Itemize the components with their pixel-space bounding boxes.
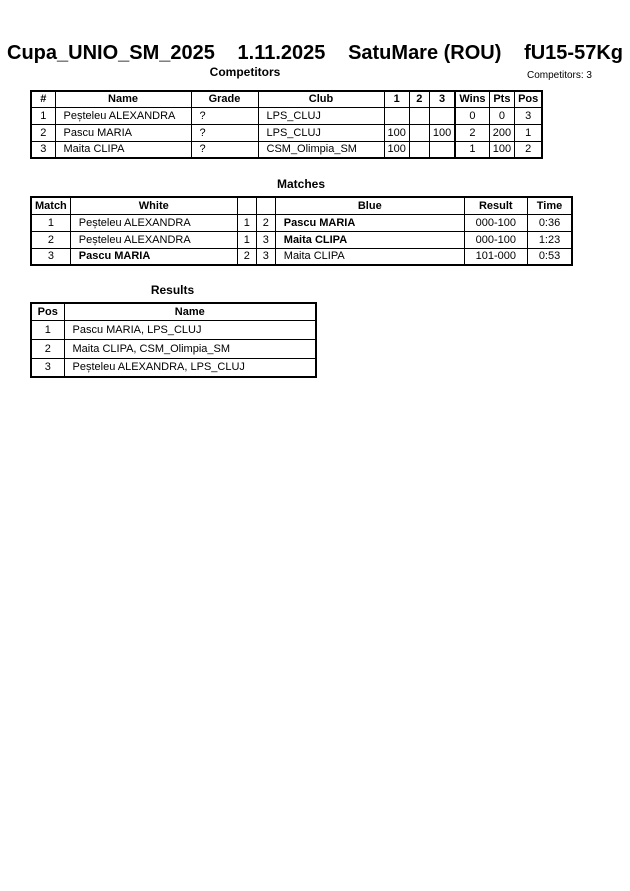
competitors-count-label: Competitors: 3: [526, 70, 592, 81]
competitor-club: CSM_Olimpia_SM: [258, 141, 384, 158]
competitor-wins: 2: [455, 124, 489, 141]
result-pos: 3: [31, 358, 64, 377]
match-white-num: 2: [237, 248, 256, 265]
competitor-num: 1: [31, 107, 55, 124]
result-row: [31, 339, 316, 358]
crosstable-cell-2: [409, 107, 429, 124]
match-white-name: [70, 214, 237, 231]
results-heading: Results: [150, 283, 195, 297]
competitors-col-pos: Pos: [515, 91, 543, 107]
competitor-club: LPS_CLUJ: [258, 124, 384, 141]
results-header-row: [31, 303, 316, 320]
competitor-num: 2: [31, 124, 55, 141]
competitors-col-pts: Pts: [489, 91, 514, 107]
competitor-pts: 100: [489, 141, 514, 158]
competitor-pos: 3: [515, 107, 543, 124]
title-location: SatuMare (ROU): [348, 42, 502, 64]
title-category: fU15-57Kg: [524, 42, 623, 64]
matches-col-blue: Blue: [275, 197, 464, 214]
competitor-club: LPS_CLUJ: [258, 107, 384, 124]
crosstable-cell-2: [409, 124, 429, 141]
competitor-wins: 1: [455, 141, 489, 158]
crosstable-cell-3: [429, 107, 455, 124]
result-name: Pascu MARIA, LPS_CLUJ: [64, 320, 316, 339]
blue-name-text: Maita CLIPA: [283, 250, 345, 263]
matches-table: [30, 196, 573, 266]
result-name: Peșteleu ALEXANDRA, LPS_CLUJ: [64, 358, 316, 377]
white-name-text: Peșteleu ALEXANDRA: [78, 216, 191, 229]
competitor-name: Peșteleu ALEXANDRA: [55, 107, 191, 124]
competitor-grade: ?: [191, 107, 258, 124]
match-time: 1:23: [527, 231, 572, 248]
crosstable-cell-1: 100: [384, 124, 409, 141]
results-col-pos: Pos: [31, 303, 64, 320]
competitor-pts: 0: [489, 107, 514, 124]
match-white-num: 1: [237, 214, 256, 231]
competitor-grade: ?: [191, 141, 258, 158]
match-blue-num: 2: [256, 214, 275, 231]
matches-header-row: [31, 197, 572, 214]
match-blue-name: [275, 248, 464, 265]
match-row: [31, 231, 572, 248]
match-row: [31, 214, 572, 231]
matches-col-time: Time: [527, 197, 572, 214]
crosstable-cell-3: [429, 141, 455, 158]
white-name-text: Pascu MARIA: [78, 250, 151, 263]
match-white-num: 1: [237, 231, 256, 248]
competitors-col-grade: Grade: [191, 91, 258, 107]
results-table: [30, 302, 317, 378]
competitors-col-club: Club: [258, 91, 384, 107]
crosstable-cell-3: 100: [429, 124, 455, 141]
match-blue-num: 3: [256, 248, 275, 265]
competitors-col-opp1: 1: [384, 91, 409, 107]
matches-col-white-num: [237, 197, 256, 214]
match-blue-name: [275, 214, 464, 231]
title-date: 1.11.2025: [237, 42, 326, 64]
white-name-text: Peșteleu ALEXANDRA: [78, 233, 191, 246]
matches-heading: Matches: [276, 177, 326, 191]
competitor-row: [31, 107, 542, 124]
crosstable-cell-2: [409, 141, 429, 158]
match-number: 3: [31, 248, 70, 265]
competitors-header-row: [31, 91, 542, 107]
competitor-row: [31, 124, 542, 141]
competitor-name: Pascu MARIA: [55, 124, 191, 141]
match-result: 000-100: [464, 214, 527, 231]
page-title: [7, 42, 623, 65]
result-row: [31, 358, 316, 377]
matches-col-result: Result: [464, 197, 527, 214]
result-row: [31, 320, 316, 339]
crosstable-cell-1: 100: [384, 141, 409, 158]
blue-name-text: Maita CLIPA: [283, 233, 348, 246]
crosstable-cell-1: [384, 107, 409, 124]
results-col-name: Name: [64, 303, 316, 320]
result-pos: 2: [31, 339, 64, 358]
competitor-name: Maita CLIPA: [55, 141, 191, 158]
match-number: 1: [31, 214, 70, 231]
match-blue-name: [275, 231, 464, 248]
result-pos: 1: [31, 320, 64, 339]
matches-col-blue-num: [256, 197, 275, 214]
competitors-table: [30, 90, 543, 159]
competitor-pts: 200: [489, 124, 514, 141]
match-result: 000-100: [464, 231, 527, 248]
match-time: 0:53: [527, 248, 572, 265]
match-blue-num: 3: [256, 231, 275, 248]
competitor-wins: 0: [455, 107, 489, 124]
match-white-name: [70, 231, 237, 248]
competitor-pos: 1: [515, 124, 543, 141]
competitors-heading: Competitors: [209, 65, 281, 79]
match-result: 101-000: [464, 248, 527, 265]
competitor-pos: 2: [515, 141, 543, 158]
competitors-col-opp3: 3: [429, 91, 455, 107]
match-time: 0:36: [527, 214, 572, 231]
title-tournament-name: Cupa_UNIO_SM_2025: [7, 42, 215, 64]
match-row: [31, 248, 572, 265]
competitors-col-name: Name: [55, 91, 191, 107]
competitor-num: 3: [31, 141, 55, 158]
competitor-grade: ?: [191, 124, 258, 141]
result-name: Maita CLIPA, CSM_Olimpia_SM: [64, 339, 316, 358]
match-white-name: [70, 248, 237, 265]
competitor-row: [31, 141, 542, 158]
matches-col-white: White: [70, 197, 237, 214]
blue-name-text: Pascu MARIA: [283, 216, 356, 229]
competitors-col-opp2: 2: [409, 91, 429, 107]
competitors-col-wins: Wins: [455, 91, 489, 107]
matches-col-match: Match: [31, 197, 70, 214]
match-number: 2: [31, 231, 70, 248]
competitors-col-num: #: [31, 91, 55, 107]
